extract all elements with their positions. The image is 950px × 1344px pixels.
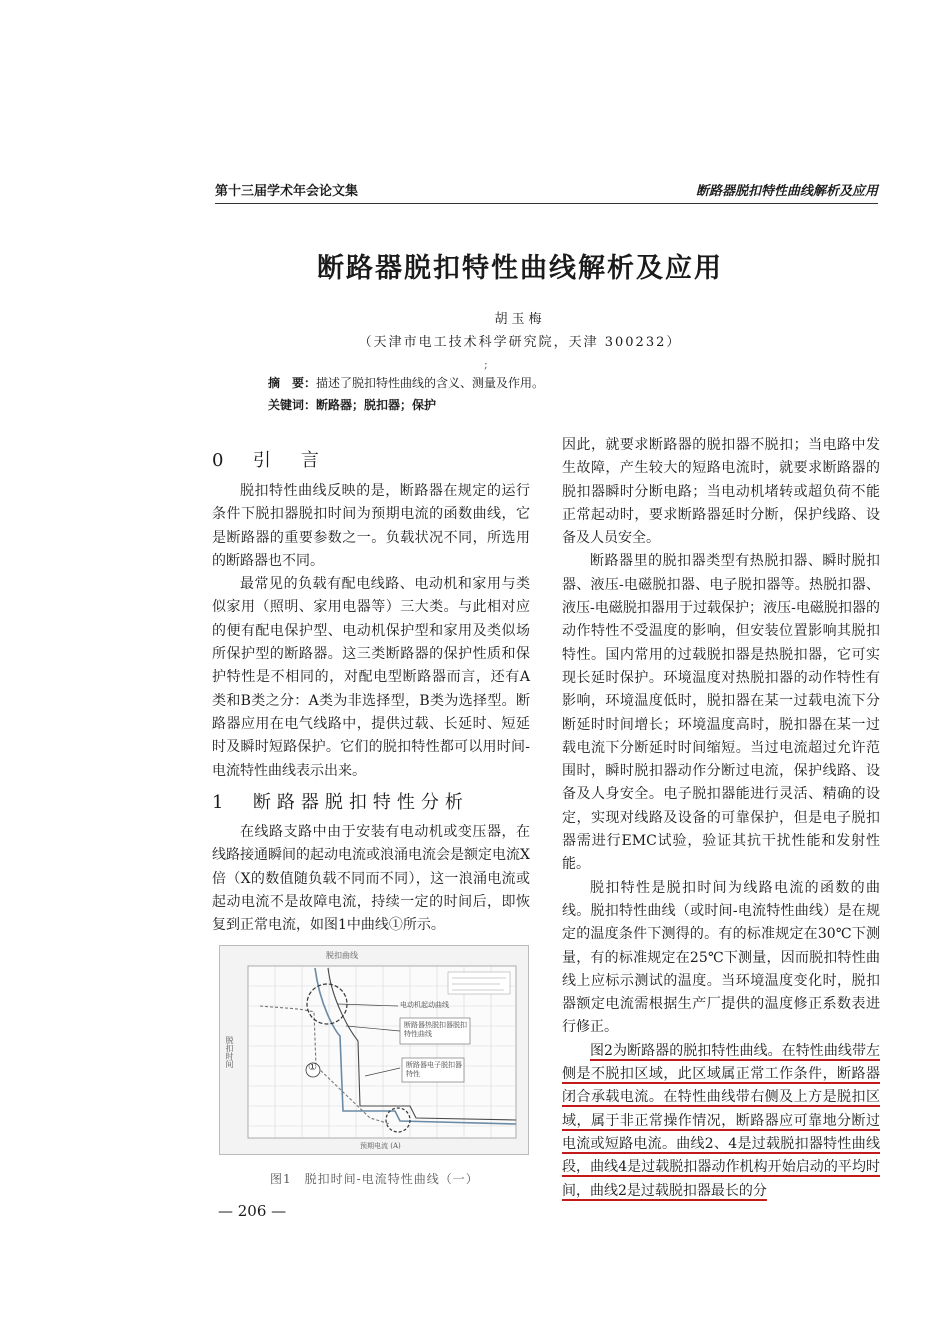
section-heading-0: [212, 446, 325, 472]
affiliation: （天津市电工技术科学研究院，天津 300232）: [358, 335, 682, 350]
label-electronic-trip: 断路器电子脱扣器特性: [406, 1061, 462, 1078]
label-motor-start: 电动机起动曲线: [400, 1001, 449, 1009]
keywords: [268, 396, 436, 413]
paragraph: 最常见的负载有配电线路、电动机和家用与类似家用（照明、家用电器等）三大类。与此相对应的便有配电保护型、电动机保护型和家用及类似场所保护型的断路器。这三类断路器的保护性质和保护特性是不相同的，对配电型断路器而言，还有A类和B类之分：A类为非选择型，B类为选择型。断路器应用在电气线路中，提供过载、长延时、短延时及瞬时短路保护。它们的脱扣特性都可以用时间-电流特性曲线表示出来。: [212, 576, 530, 779]
paragraph: 脱扣特性是脱扣时间为线路电流的函数的曲线。脱扣特性曲线（或时间-电流特性曲线）是在规定的温度条件下测得的。有的标准规定在30℃下测量，有的标准规定在25℃下测量，因而脱扣特性曲线上应标示测试的温度。当环境温度变化时，脱扣器额定电流需根据生产厂提供的温度修正系数表进行修正。: [562, 879, 880, 1036]
keywords-text: 断路器；脱扣器；保护: [316, 398, 437, 412]
figure-marker: ①: [308, 1062, 317, 1073]
left-column: [212, 480, 530, 783]
figure-1-graphic: [220, 946, 528, 1154]
paragraph: 因此，就要求断路器的脱扣器不脱扣；当电路中发生故障，产生较大的短路电流时，就要求断路器的脱扣器瞬时分断电路；当电动机堵转或超负荷不能正常起动时，要求断路器延时分断，保护线路、设备及人员安全。: [562, 437, 880, 547]
paragraph-underlined: 图2为断路器的脱扣特性曲线。在特性曲线带左侧是不脱扣区域，此区域属正常工作条件，断路器闭合承载电流。在特性曲线带右侧及上方是脱扣区域，属于非正常操作情况，断路器应可靠地分断过电流或短路电流。曲线2、4是过载脱扣器特性曲线段，曲线4是过载脱扣器动作机构开始启动的平均时间，曲线2是过载脱扣器最长的分: [562, 1042, 880, 1199]
figure-caption: 图1 脱扣时间-电流特性曲线（一）: [270, 1172, 479, 1186]
abstract-label: 摘 要：: [268, 376, 317, 390]
figure-x-label: 预期电流 (A): [360, 1142, 401, 1150]
paragraph: 在线路支路中由于安装有电动机或变压器，在线路接通瞬间的起动电流或浪涌电流会是额定电流X倍（X的数值随负载不同而不同），这一浪涌电流或起动电流不是故障电流，持续一定的时间后，即恢复到正常电流，如图1中曲线①所示。: [212, 824, 530, 934]
section-number: 1: [212, 792, 230, 813]
author: 胡玉梅: [494, 312, 546, 327]
journal-header: 第十三届学术年会论文集: [215, 184, 359, 199]
page-number: — 206 —: [218, 1202, 287, 1220]
pen-mark: ;: [484, 358, 488, 371]
section-title: 断路器脱扣特性分析: [252, 792, 469, 813]
abstract-text: 描述了脱扣特性曲线的含义、测量及作用。: [316, 376, 545, 390]
right-column: [562, 434, 880, 1203]
paragraph: 脱扣特性曲线反映的是，断路器在规定的运行条件下脱扣器脱扣时间为预期电流的函数曲线，它是断路器的重要参数之一。负载状况不同，所选用的断路器也不同。: [212, 483, 530, 569]
header-rule: [215, 203, 878, 204]
figure-1: [219, 945, 529, 1155]
keywords-label: 关键词：: [268, 398, 317, 412]
paper-title: 断路器脱扣特性曲线解析及应用: [317, 253, 723, 284]
left-column-2: [212, 821, 530, 937]
section-title: 引 言: [252, 450, 325, 471]
abstract: [268, 374, 544, 391]
section-number: 0: [212, 450, 230, 471]
paragraph: 断路器里的脱扣器类型有热脱扣器、瞬时脱扣器、液压-电磁脱扣器、电子脱扣器等。热脱扣器、液压-电磁脱扣器用于过载保护；液压-电磁脱扣器的动作特性不受温度的影响，但安装位置影响其脱扣特性。国内常用的过载脱扣器是热脱扣器，它可实现长延时保护。环境温度对热脱扣器的动作特性有影响，环境温度低时，脱扣器在某一过载电流下分断延时时间增长；环境温度高时，脱扣器在某一过载电流下分断延时时间缩短。当过电流超过允许范围时，瞬时脱扣器动作分断过电流，保护线路、设备及人身安全。电子脱扣器能进行灵活、精确的设定，实现对线路及设备的可靠保护，但是电子脱扣器需进行EMC试验，验证其抗干扰性能和发射性能。: [562, 553, 880, 873]
figure-y-label: 脱扣时间: [225, 1036, 234, 1068]
running-title: 断路器脱扣特性曲线解析及应用: [695, 184, 878, 199]
label-thermal-trip: 断路器热脱扣器脱扣特性曲线: [404, 1021, 467, 1038]
figure-inner-title: 脱扣曲线: [326, 951, 358, 960]
section-heading-1: [212, 788, 469, 814]
